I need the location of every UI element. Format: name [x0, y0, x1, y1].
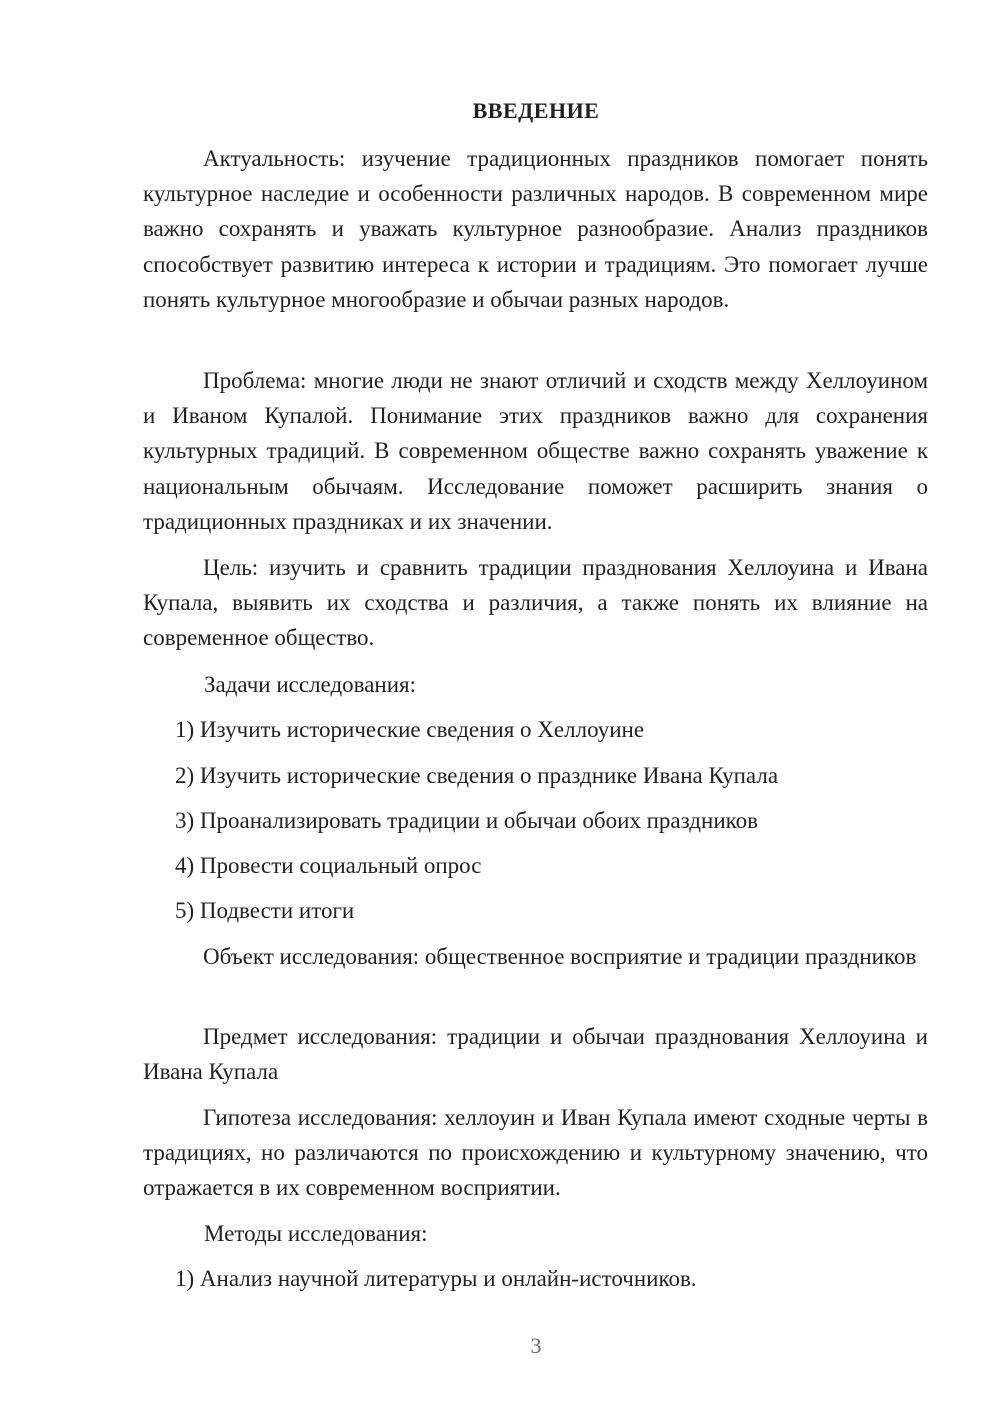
object-paragraph [143, 939, 928, 974]
task-item-3: 3) Проанализировать традиции и обычаи обоих праздников [175, 808, 758, 833]
section-heading: ВВЕДЕНИЕ [472, 98, 600, 123]
page-number: 3 [530, 1333, 542, 1358]
tasks-heading: Задачи исследования: [204, 672, 417, 697]
problem-paragraph [143, 363, 928, 539]
task-item-5: 5) Подвести итоги [175, 898, 355, 923]
goal-text: Цель: изучить и сравнить традиции празднования Хеллоуина и Ивана Купала, выявить их сходства и различия, а также понять их влияние на современное общество. [143, 555, 928, 651]
goal-paragraph [143, 550, 928, 656]
task-item-4: 4) Провести социальный опрос [175, 853, 482, 878]
methods-heading: Методы исследования: [204, 1221, 428, 1246]
task-item-1: 1) Изучить исторические сведения о Хеллоуине [175, 717, 645, 742]
subject-paragraph [143, 1019, 928, 1089]
method-item-1: 1) Анализ научной литературы и онлайн-источников. [175, 1266, 697, 1291]
hypothesis-paragraph [143, 1100, 928, 1206]
relevance-text: Актуальность: изучение традиционных праздников помогает понять культурное наследие и особенности различных народов. В современном мире важно сохранять и уважать культурное разнообразие. Анализ праздников способствует развитию интереса к истории и традициям. Это помогает лучше понять культурное многообразие и обычаи разных народов. [143, 146, 928, 312]
object-text: Объект исследования: общественное восприятие и традиции праздников [203, 944, 917, 969]
relevance-paragraph [143, 141, 928, 317]
task-item-2: 2) Изучить исторические сведения о празднике Ивана Купала [175, 763, 779, 788]
subject-text: Предмет исследования: традиции и обычаи празднования Хеллоуина и Ивана Купала [143, 1024, 928, 1085]
problem-text: Проблема: многие люди не знают отличий и сходств между Хеллоуином и Иваном Купалой. Понимание этих праздников важно для сохранения культурных традиций. В современном обществе важно сохранять уважение к национальным обычаям. Исследование поможет расширить знания о традиционных праздниках и их значении. [143, 368, 928, 534]
hypothesis-text: Гипотеза исследования: хеллоуин и Иван Купала имеют сходные черты в традициях, но различаются по происхождению и культурному значению, что отражается в их современном восприятии. [143, 1105, 928, 1201]
